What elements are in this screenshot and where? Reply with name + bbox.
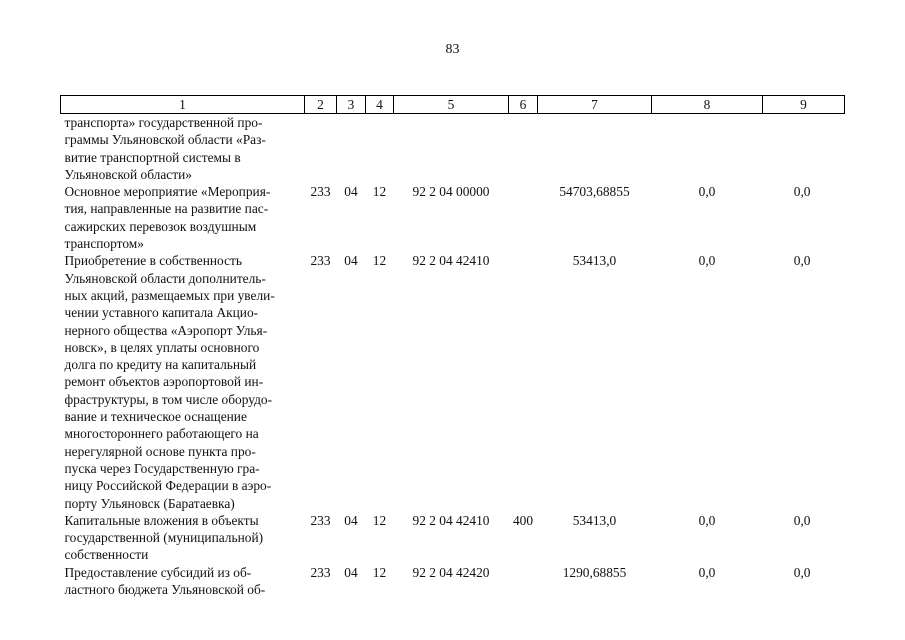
description-line: порту Ульяновск (Баратаевка): [64, 495, 235, 511]
cell-target-article: 92 2 04 42410: [412, 253, 490, 269]
cell-col-8: [652, 114, 763, 184]
cell-target-article: 92 2 04 00000: [412, 184, 490, 200]
cell-section-code: 04: [344, 253, 358, 269]
cell-section-code: 04: [344, 564, 358, 580]
cell-subsection-code: 12: [372, 564, 387, 580]
description-line: ластного бюджета Ульяновской об-: [64, 582, 266, 598]
column-header-2: 2: [305, 96, 337, 114]
table-row: [61, 114, 845, 184]
description-line: вание и техническое оснащение: [64, 409, 247, 425]
description-line: долга по кредиту на капитальный: [64, 357, 257, 373]
description-line: сажирских перевозок воздушным: [64, 218, 257, 234]
description-line: многостороннего работающего на: [64, 426, 259, 442]
cell-ministry-code: [305, 114, 337, 184]
column-header-5: 5: [394, 96, 509, 114]
cell-target-article: 92 2 04 42420: [412, 564, 490, 580]
description-line: нерного общества «Аэропорт Улья-: [64, 322, 268, 338]
table-body: [61, 114, 845, 599]
table-row: [61, 183, 845, 252]
cell-amount: 1290,68855: [562, 564, 627, 580]
description-line: Ульяновской области»: [64, 166, 192, 182]
cell-expense-type: [509, 114, 538, 184]
description-line: пуска через Государственную гра-: [64, 460, 260, 476]
description-line: ных акций, размещаемых при увели-: [64, 287, 275, 303]
cell-subsection-code: 12: [372, 512, 387, 528]
column-header-8: 8: [652, 96, 763, 114]
cell-expense-type: 400: [512, 512, 534, 528]
description-line: нерегулярной основе пункта про-: [64, 443, 256, 459]
description-line: транспорта» государственной про-: [64, 115, 263, 130]
description-line: Основное мероприятие «Мероприя-: [64, 184, 271, 200]
cell-description: [61, 564, 305, 599]
cell-subsection-code: 12: [372, 184, 387, 200]
cell-section-code: [337, 114, 366, 184]
table-row: [61, 252, 845, 511]
cell-ministry-code: 233: [310, 184, 331, 200]
table-header: [61, 96, 845, 114]
cell-section-code: 04: [344, 184, 358, 200]
cell-amount: [538, 114, 652, 184]
cell-amount: 53413,0: [572, 253, 617, 269]
description-line: чении уставного капитала Акцио-: [64, 305, 259, 321]
cell-section-code: 04: [344, 512, 358, 528]
cell-description: [61, 183, 305, 252]
cell-subsection-code: 12: [372, 253, 387, 269]
cell-expense-type: [509, 183, 538, 252]
table-row: [61, 564, 845, 599]
page-number: 83: [445, 42, 460, 57]
cell-ministry-code: 233: [310, 512, 331, 528]
cell-expense-type: [509, 252, 538, 511]
description-line: транспортом»: [64, 236, 144, 252]
cell-col-8: 0,0: [698, 512, 716, 528]
description-line: тия, направленные на развитие пас-: [64, 201, 269, 217]
column-header-3: 3: [337, 96, 366, 114]
column-header-1: 1: [61, 96, 305, 114]
cell-target-article: [394, 114, 509, 184]
cell-description: [61, 252, 305, 511]
cell-target-article: 92 2 04 42410: [412, 512, 490, 528]
budget-table: [60, 95, 845, 598]
cell-ministry-code: 233: [310, 564, 331, 580]
cell-amount: 53413,0: [572, 512, 617, 528]
cell-amount: 54703,68855: [559, 184, 630, 200]
cell-col-9: 0,0: [793, 184, 811, 200]
description-line: ницу Российской Федерации в аэро-: [64, 478, 272, 494]
description-line: Приобретение в собственность: [64, 253, 242, 269]
cell-col-9: 0,0: [793, 564, 811, 580]
description-line: Капитальные вложения в объекты: [64, 512, 259, 528]
description-line: фраструктуры, в том числе оборудо-: [64, 391, 273, 407]
description-line: Предоставление субсидий из об-: [64, 564, 252, 580]
column-header-7: 7: [538, 96, 652, 114]
description-line: собственности: [64, 547, 149, 563]
description-line: граммы Ульяновской области «Раз-: [64, 132, 266, 148]
cell-subsection-code: [366, 114, 394, 184]
table-row: [61, 512, 845, 564]
cell-col-9: 0,0: [793, 512, 811, 528]
description-line: ремонт объектов аэропортовой ин-: [64, 374, 264, 390]
cell-col-8: 0,0: [698, 564, 716, 580]
cell-col-9: 0,0: [793, 253, 811, 269]
description-line: витие транспортной системы в: [64, 149, 241, 165]
column-header-9: 9: [763, 96, 845, 114]
column-header-4: 4: [366, 96, 394, 114]
cell-expense-type: [509, 564, 538, 599]
cell-col-8: 0,0: [698, 253, 716, 269]
cell-col-9: [763, 114, 845, 184]
cell-description: [61, 114, 305, 184]
cell-ministry-code: 233: [310, 253, 331, 269]
cell-col-8: 0,0: [698, 184, 716, 200]
description-line: государственной (муниципальной): [64, 530, 264, 546]
description-line: новск», в целях уплаты основного: [64, 339, 260, 355]
column-header-6: 6: [509, 96, 538, 114]
description-line: Ульяновской области дополнитель-: [64, 270, 266, 286]
cell-description: [61, 512, 305, 564]
